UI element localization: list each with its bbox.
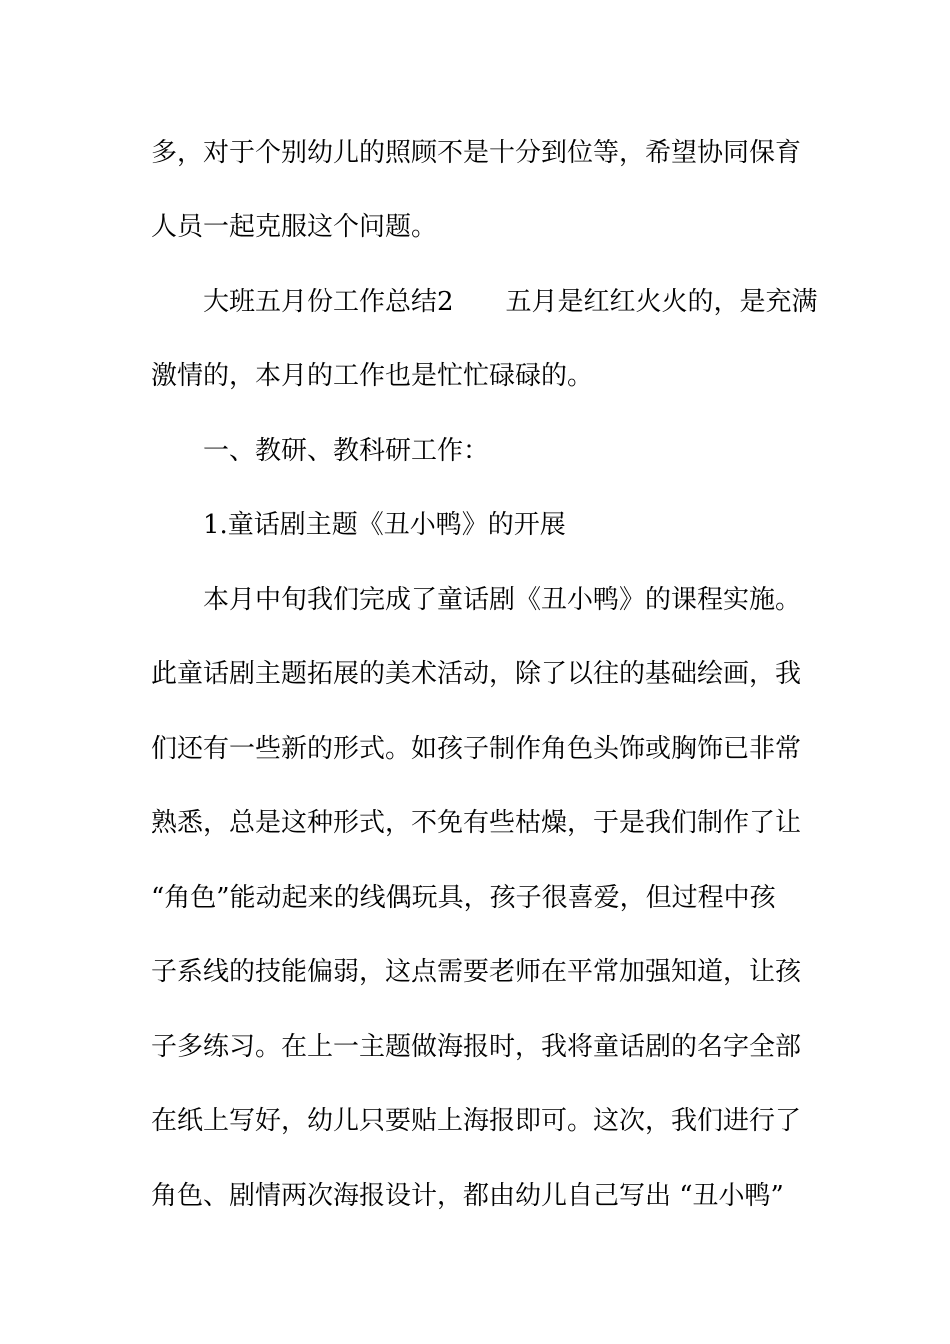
text-line: 角色、剧情两次海报设计，都由幼儿自己写出 “丑小鸭” <box>151 1181 784 1211</box>
text-line: 子多练习。在上一主题做海报时，我将童话剧的名字全部 <box>151 1032 802 1062</box>
paragraph-heading-line: 大班五月份工作总结2 五月是红红火火的，是充满 <box>203 287 818 317</box>
text-line: 本月中旬我们完成了童话剧《丑小鸭》的课程实施。 <box>203 585 802 615</box>
text-line: 熟悉，总是这种形式，不免有些枯燥，于是我们制作了让 <box>151 808 802 838</box>
text-line: 们还有一些新的形式。如孩子制作角色头饰或胸饰已非常 <box>151 734 802 764</box>
text-line: 在纸上写好，幼儿只要贴上海报即可。这次，我们进行了 <box>151 1106 802 1136</box>
text-line: “角色”能动起来的线偶玩具，孩子很喜爱，但过程中孩 <box>151 883 776 913</box>
text-line: 多，对于个别幼儿的照顾不是十分到位等，希望协同保育 <box>151 138 802 168</box>
section-heading: 一、教研、教科研工作： <box>203 436 490 466</box>
text-line: 子系线的技能偏弱，这点需要老师在平常加强知道，让孩 <box>151 957 802 987</box>
text-line: 此童话剧主题拓展的美术活动，除了以往的基础绘画，我 <box>151 659 802 689</box>
text-line: 激情的，本月的工作也是忙忙碌碌的。 <box>151 361 594 391</box>
text-line: 人员一起克服这个问题。 <box>151 212 438 242</box>
subsection-heading: 1.童话剧主题《丑小鸭》的开展 <box>203 510 566 540</box>
